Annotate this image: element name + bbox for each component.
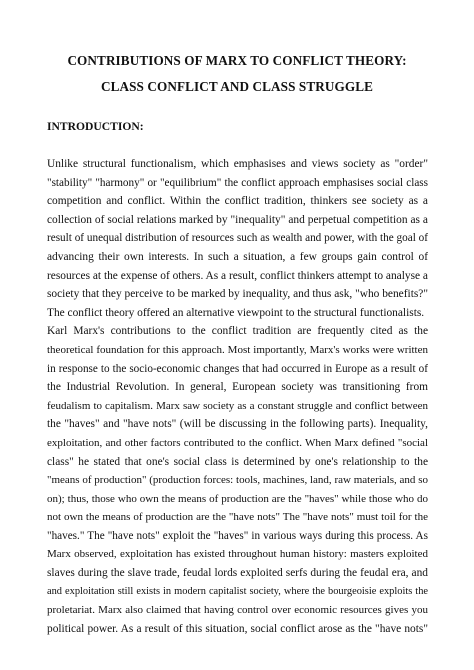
section-heading: INTRODUCTION: <box>47 120 144 133</box>
text-line: on); thus, those who own the means of production are the "haves" while those who do <box>47 492 428 505</box>
text-line: political power. As a result of this situation, social conflict arose as the "have nots" <box>47 622 428 635</box>
text-line: the Industrial Revolution. In general, European society was transitioning from <box>47 381 428 394</box>
text-line: competition and conflict. Within the conflict tradition, thinkers see society as a <box>47 195 428 208</box>
text-line: class" he stated that one's social class is determined by one's relationship to the <box>47 455 428 468</box>
text-line: resources at the expense of others. As a result, conflict thinkers attempt to analyse a <box>47 269 428 282</box>
text-line: slaves during the slave trade, feudal lords exploited serfs during the feudal era, and <box>47 567 428 580</box>
text-line: "haves." The "have nots" exploit the "haves" in various ways during this process. As <box>47 529 428 542</box>
text-line: Karl Marx's contributions to the conflict tradition are frequently cited as the <box>47 325 428 338</box>
text-line: society that they perceive to be marked by inequality, and thus ask, "who benefits?" <box>47 288 428 301</box>
text-line: theoretical foundation for this approach. Most importantly, Marx's works were written <box>47 343 428 356</box>
document-title-line-2: CLASS CONFLICT AND CLASS STRUGGLE <box>100 79 373 94</box>
text-line: exploitation, and other factors contributed to the conflict. When Marx defined "social <box>47 436 428 449</box>
text-line: The conflict theory offered an alternative viewpoint to the structural functionalists. <box>47 306 425 319</box>
body-text <box>47 155 428 638</box>
text-line: the "haves" and "have nots" (will be discussing in the following parts). Inequality, <box>47 418 428 431</box>
text-line: "stability" "harmony" or "equilibrium" the conflict approach emphasises social class <box>47 176 428 189</box>
text-line: result of unequal distribution of resources such as wealth and power, with the goal of <box>47 232 428 245</box>
text-line: and exploitation still exists in modern capitalist society, where the bourgeoisie exploits the <box>47 585 428 597</box>
text-line: not own the means of production are the "have nots" The "have nots" must toil for the <box>47 511 428 524</box>
text-line: in response to the socio-economic changes that had occurred in Europe as a result of <box>47 362 428 375</box>
text-line: Unlike structural functionalism, which emphasises and views society as "order" <box>47 158 428 170</box>
text-line: feudalism to capitalism. Marx saw society as a constant struggle and conflict between <box>47 399 428 412</box>
text-line: collection of social relations marked by "inequality" and perpetual competition as a <box>47 213 428 226</box>
text-line: proletariat. Marx also claimed that having control over economic resources gives you <box>47 604 428 617</box>
text-line: advancing their own interests. In such a situation, a few groups gain control of <box>47 250 428 263</box>
text-line: Marx observed, exploitation has existed throughout human history: masters exploited <box>47 548 428 561</box>
text-line: "means of production" (production forces: tools, machines, land, raw materials, and so <box>47 474 428 487</box>
document-title-line-1: CONTRIBUTIONS OF MARX TO CONFLICT THEORY: <box>67 53 407 68</box>
